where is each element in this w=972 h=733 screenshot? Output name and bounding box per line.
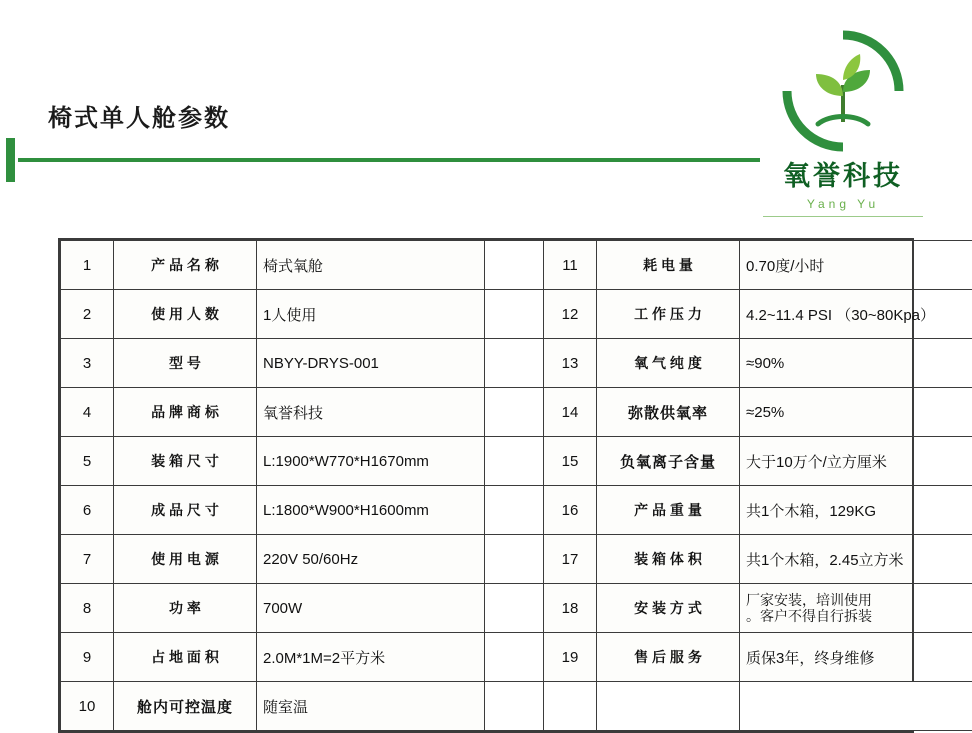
- row-number: 15: [544, 437, 597, 486]
- row-number: 14: [544, 388, 597, 437]
- row-value: 2.0M*1M=2平方米: [257, 633, 485, 682]
- column-gap: [485, 633, 544, 682]
- row-label: 氧 气 纯 度: [597, 339, 740, 388]
- column-gap: [485, 290, 544, 339]
- row-value: 大于10万个/立方厘米: [740, 437, 972, 486]
- row-label: 使 用 人 数: [114, 290, 257, 339]
- row-value: 厂家安装，培训使用 。客户不得自行拆装: [740, 584, 972, 633]
- row-number: 16: [544, 486, 597, 535]
- row-value: 4.2~11.4 PSI （30~80Kpa）: [740, 290, 972, 339]
- row-label: 使 用 电 源: [114, 535, 257, 584]
- row-value: 共1个木箱，2.45立方米: [740, 535, 972, 584]
- row-label: 成 品 尺 寸: [114, 486, 257, 535]
- column-gap: [485, 339, 544, 388]
- row-value: 220V 50/60Hz: [257, 535, 485, 584]
- table-row: [61, 486, 972, 535]
- row-value: 0.70度/小时: [740, 241, 972, 290]
- row-value: ≈90%: [740, 339, 972, 388]
- table-row: [61, 290, 972, 339]
- row-number: 5: [61, 437, 114, 486]
- row-value: 随室温: [257, 682, 485, 731]
- table-row: [61, 584, 972, 633]
- row-value: L:1800*W900*H1600mm: [257, 486, 485, 535]
- logo-company-pinyin: Yang Yu: [738, 197, 948, 211]
- spec-table-container: [58, 238, 914, 733]
- row-value: 1人使用: [257, 290, 485, 339]
- table-row: [61, 241, 972, 290]
- row-label: 装 箱 尺 寸: [114, 437, 257, 486]
- row-number: 8: [61, 584, 114, 633]
- row-label: 型 号: [114, 339, 257, 388]
- column-gap: [485, 535, 544, 584]
- row-label: 舱内可控温度: [114, 682, 257, 731]
- row-number: 6: [61, 486, 114, 535]
- column-gap: [485, 241, 544, 290]
- title-accent-cap: [6, 138, 15, 182]
- column-gap: [485, 388, 544, 437]
- row-number: 17: [544, 535, 597, 584]
- page-title: 椅式单人舱参数: [48, 98, 230, 133]
- row-label: 弥散供氧率: [597, 388, 740, 437]
- row-label: 产 品 名 称: [114, 241, 257, 290]
- row-number: 13: [544, 339, 597, 388]
- table-row: [61, 388, 972, 437]
- row-value: 椅式氧舱: [257, 241, 485, 290]
- column-gap: [485, 682, 544, 731]
- table-row: [61, 437, 972, 486]
- table-row: [61, 535, 972, 584]
- row-number: 9: [61, 633, 114, 682]
- row-label: 负氧离子含量: [597, 437, 740, 486]
- row-number: 1: [61, 241, 114, 290]
- table-row: [61, 339, 972, 388]
- column-gap: [485, 437, 544, 486]
- row-label: 功 率: [114, 584, 257, 633]
- row-label: 安 装 方 式: [597, 584, 740, 633]
- row-label: 品 牌 商 标: [114, 388, 257, 437]
- row-number: 12: [544, 290, 597, 339]
- row-number: 4: [61, 388, 114, 437]
- title-divider: [18, 158, 760, 162]
- row-number: 11: [544, 241, 597, 290]
- row-value: NBYY-DRYS-001: [257, 339, 485, 388]
- row-label: 装 箱 体 积: [597, 535, 740, 584]
- row-number: 19: [544, 633, 597, 682]
- row-value: L:1900*W770*H1670mm: [257, 437, 485, 486]
- row-number: 3: [61, 339, 114, 388]
- row-label: 占 地 面 积: [114, 633, 257, 682]
- row-label-empty: [597, 682, 740, 731]
- row-value: 共1个木箱，129KG: [740, 486, 972, 535]
- company-logo: [738, 30, 948, 215]
- row-number: 7: [61, 535, 114, 584]
- column-gap: [485, 584, 544, 633]
- row-label: 工 作 压 力: [597, 290, 740, 339]
- plant-circle-logo-icon: [782, 30, 904, 152]
- logo-underline: [763, 216, 923, 217]
- row-label: 售 后 服 务: [597, 633, 740, 682]
- table-row: [61, 633, 972, 682]
- row-number-empty: [544, 682, 597, 731]
- logo-company-name: 氧誉科技: [738, 154, 948, 193]
- row-number: 2: [61, 290, 114, 339]
- row-number: 10: [61, 682, 114, 731]
- row-value: 700W: [257, 584, 485, 633]
- row-value: 氧誉科技: [257, 388, 485, 437]
- row-label: 产 品 重 量: [597, 486, 740, 535]
- table-row: [61, 682, 972, 731]
- spec-table: [60, 240, 972, 731]
- column-gap: [485, 486, 544, 535]
- row-value-empty: [740, 682, 972, 731]
- row-value: 质保3年，终身维修: [740, 633, 972, 682]
- row-label: 耗 电 量: [597, 241, 740, 290]
- row-value: ≈25%: [740, 388, 972, 437]
- row-number: 18: [544, 584, 597, 633]
